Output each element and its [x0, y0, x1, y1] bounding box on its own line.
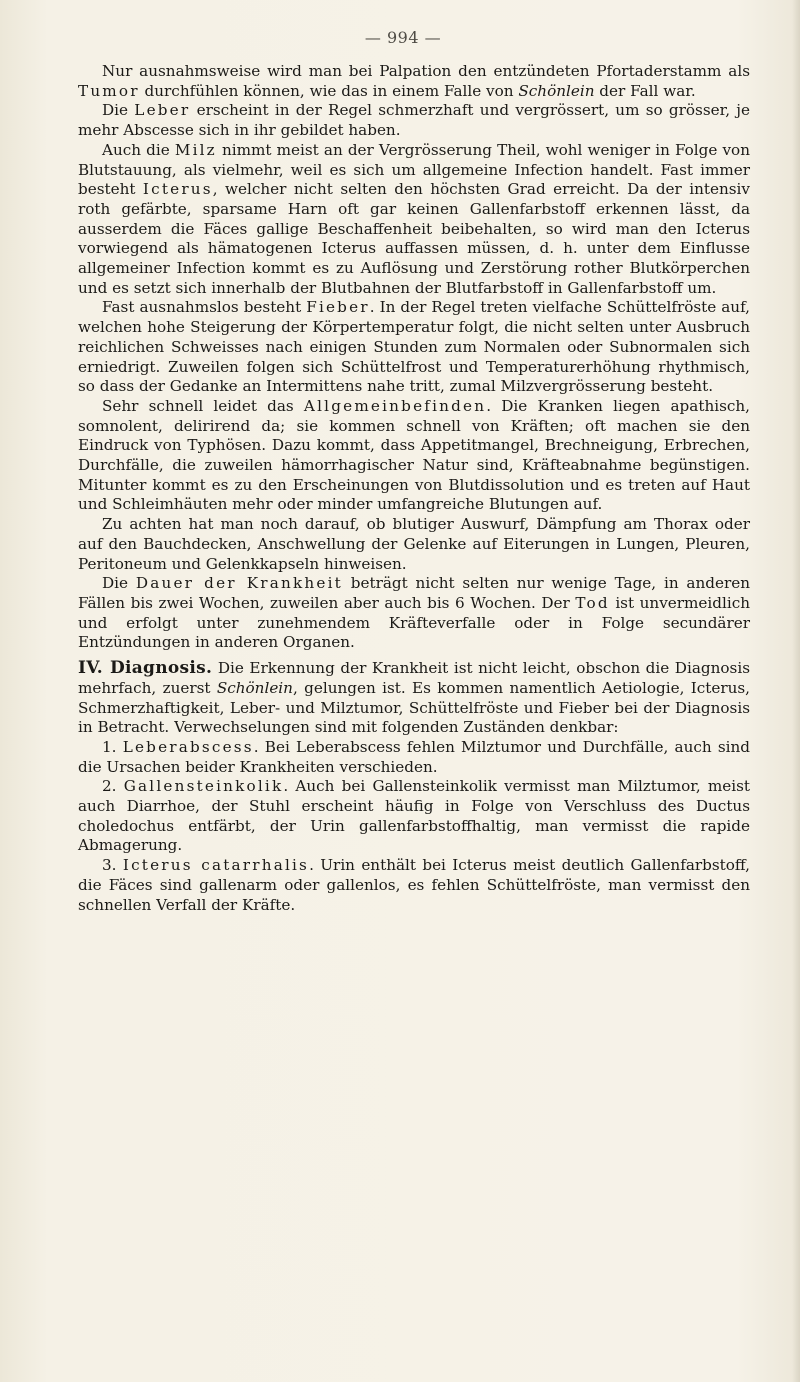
paragraph [78, 101, 750, 140]
text-span: beträgt nicht selten nur wenige Tage, in anderen Fällen bis zwei Wochen, zuweilen aber auch bis 6 Wochen. Der [78, 574, 751, 612]
text-span: . In der Regel treten vielfache Schüttelfröste auf, welchen hohe Steigerung der Körpertemperatur folgt, die nicht selten unter Ausbruch reichlichen Schweisses nach einigen Stunden zum Normalen oder Subnormalen sich erniedrigt. Zuweilen folgen sich Schüttelfrost und Temperaturerhöhung rhythmisch, so dass der Gedanke an Intermittens nahe tritt, zumal Milzvergrösserung besteht. [78, 298, 750, 396]
list-number: 2. [102, 777, 117, 796]
paragraph [78, 298, 750, 397]
paragraph [78, 574, 750, 653]
text-span: erscheint in der Regel schmerzhaft und vergrössert, um so grösser, je mehr Abscesse sich in ihr gebildet haben. [78, 101, 750, 140]
paragraph [78, 397, 750, 515]
body-text [78, 62, 750, 915]
list-term: Leberabscess [122, 737, 254, 756]
text-span: , welcher nicht selten den höchsten Grad erreicht. Da der intensiv roth gefärbte, sparsame Harn oft gar keinen Gallenfarbstoff erkennen lässt, da ausserdem die Fäces gallige Beschaffenheit beibehalten, so wird man den Icterus vorwiegend als hämatogenen Icterus auffassen müssen, d. h. unter dem Einflusse allgemeiner Infection kommt es zu Auflösung und Zerstörung rother Blutkörperchen und es setzt sich innerhalb der Blutbahnen der Blutfarbstoff in Gallenfarbstoff um. [78, 180, 750, 297]
text-span: Zu achten hat man noch darauf, ob blutiger Auswurf, Dämpfung am Thorax oder auf den Bauchdecken, Anschwellung der Gelenke auf Eiterungen in Lungen, Pleuren, Peritoneum und Gelenkkapseln hinweisen. [78, 515, 750, 573]
list-text: . Urin enthält bei Icterus meist deutlich Gallenfarbstoff, die Fäces sind gallenarm oder gallenlos, es fehlen Schüttelfröste, man vermisst den schnellen Verfall der Kräfte. [78, 856, 750, 914]
list-term: Gallensteinkolik [123, 777, 284, 796]
list-text: . Bei Leberabscess fehlen Milztumor und Durchfälle, auch sind die Ursachen beider Krankheiten verschieden. [78, 737, 751, 776]
text-span: Auch die [102, 140, 175, 159]
spaced-term: Icterus [142, 180, 213, 199]
section-heading: IV. Diagnosis. [78, 658, 213, 679]
spaced-term: Tod [575, 593, 610, 612]
spaced-term: Fieber [306, 298, 370, 317]
spaced-term: Allgemeinbefinden [303, 396, 487, 415]
list-item [78, 738, 750, 777]
spaced-term: Tumor [78, 81, 140, 100]
section-intro [78, 659, 750, 738]
text-span: der Fall war. [594, 81, 696, 100]
author-name: Schönlein [518, 81, 595, 100]
paragraph [78, 515, 750, 574]
text-span: Sehr schnell leidet das [102, 396, 304, 415]
spaced-term: Leber [134, 101, 191, 120]
text-span: . Die Kranken liegen apathisch, somnolent, delirirend da; sie kommen schnell von Kräften; oft machen sie den Eindruck von Typhösen. Dazu kommt, dass Appetitmangel, Brechneigung, Erbrechen, Durchfälle, die zuweilen hämorrhagischer Natur sind, Kräfteabnahme begünstigen. Mitunter kommt es zu den Erscheinungen von Blutdissolution und es treten auf Haut und Schleimhäuten mehr oder minder umfangreiche Blutungen auf. [78, 396, 750, 514]
text-span: Die [102, 574, 136, 593]
paragraph [78, 62, 750, 101]
text-span: ist unvermeidlich und erfolgt unter zunehmendem Kräfteverfalle oder in Folge secundärer Entzündungen in anderen Organen. [78, 593, 750, 652]
list-number: 1. [102, 737, 117, 756]
list-text: . Auch bei Gallensteinkolik vermisst man Milztumor, meist auch Diarrhoe, der Stuhl erscheint häufig in Folge von Verschluss des Ductus choledochus entfärbt, der Urin gallenfarbstoffhaltig, man vermisst die rapide Abmagerung. [78, 777, 751, 855]
list-term: Icterus catarrhalis [122, 856, 310, 875]
list-item [78, 777, 750, 856]
text-span: nimmt meist an der Vergrösserung Theil, wohl weniger in Folge von Blutstauung, als vielmehr, weil es sich um allgemeine Infection handelt. Fast immer besteht [78, 140, 750, 199]
text-span: Die [102, 101, 135, 120]
list-item [78, 856, 750, 915]
text-span: Die Erkennung der Krankheit ist nicht leicht, obschon die Diagnosis mehrfach, zuerst [78, 659, 750, 697]
paragraph [78, 141, 750, 299]
spaced-term: Milz [174, 140, 217, 159]
page-number: — 994 — [364, 28, 442, 47]
text-span: Fast ausnahmslos besteht [102, 298, 307, 317]
text-span: durchfühlen können, wie das in einem Falle von [139, 81, 519, 100]
page-edge-shadow [792, 0, 800, 1382]
text-span: , gelungen ist. Es kommen namentlich Aetiologie, Icterus, Schmerzhaftigkeit, Leber- und Milztumor, Schüttelfröste und Fieber bei der Diagnosis in Betracht. Verwechselungen sind mit folgenden Zuständen denkbar: [78, 678, 751, 737]
spaced-term: Dauer der Krankheit [135, 574, 343, 593]
list-number: 3. [102, 856, 117, 875]
text-span: Nur ausnahmsweise wird man bei Palpation den entzündeten Pfortaderstamm als [102, 62, 750, 80]
author-name: Schönlein [216, 678, 293, 697]
